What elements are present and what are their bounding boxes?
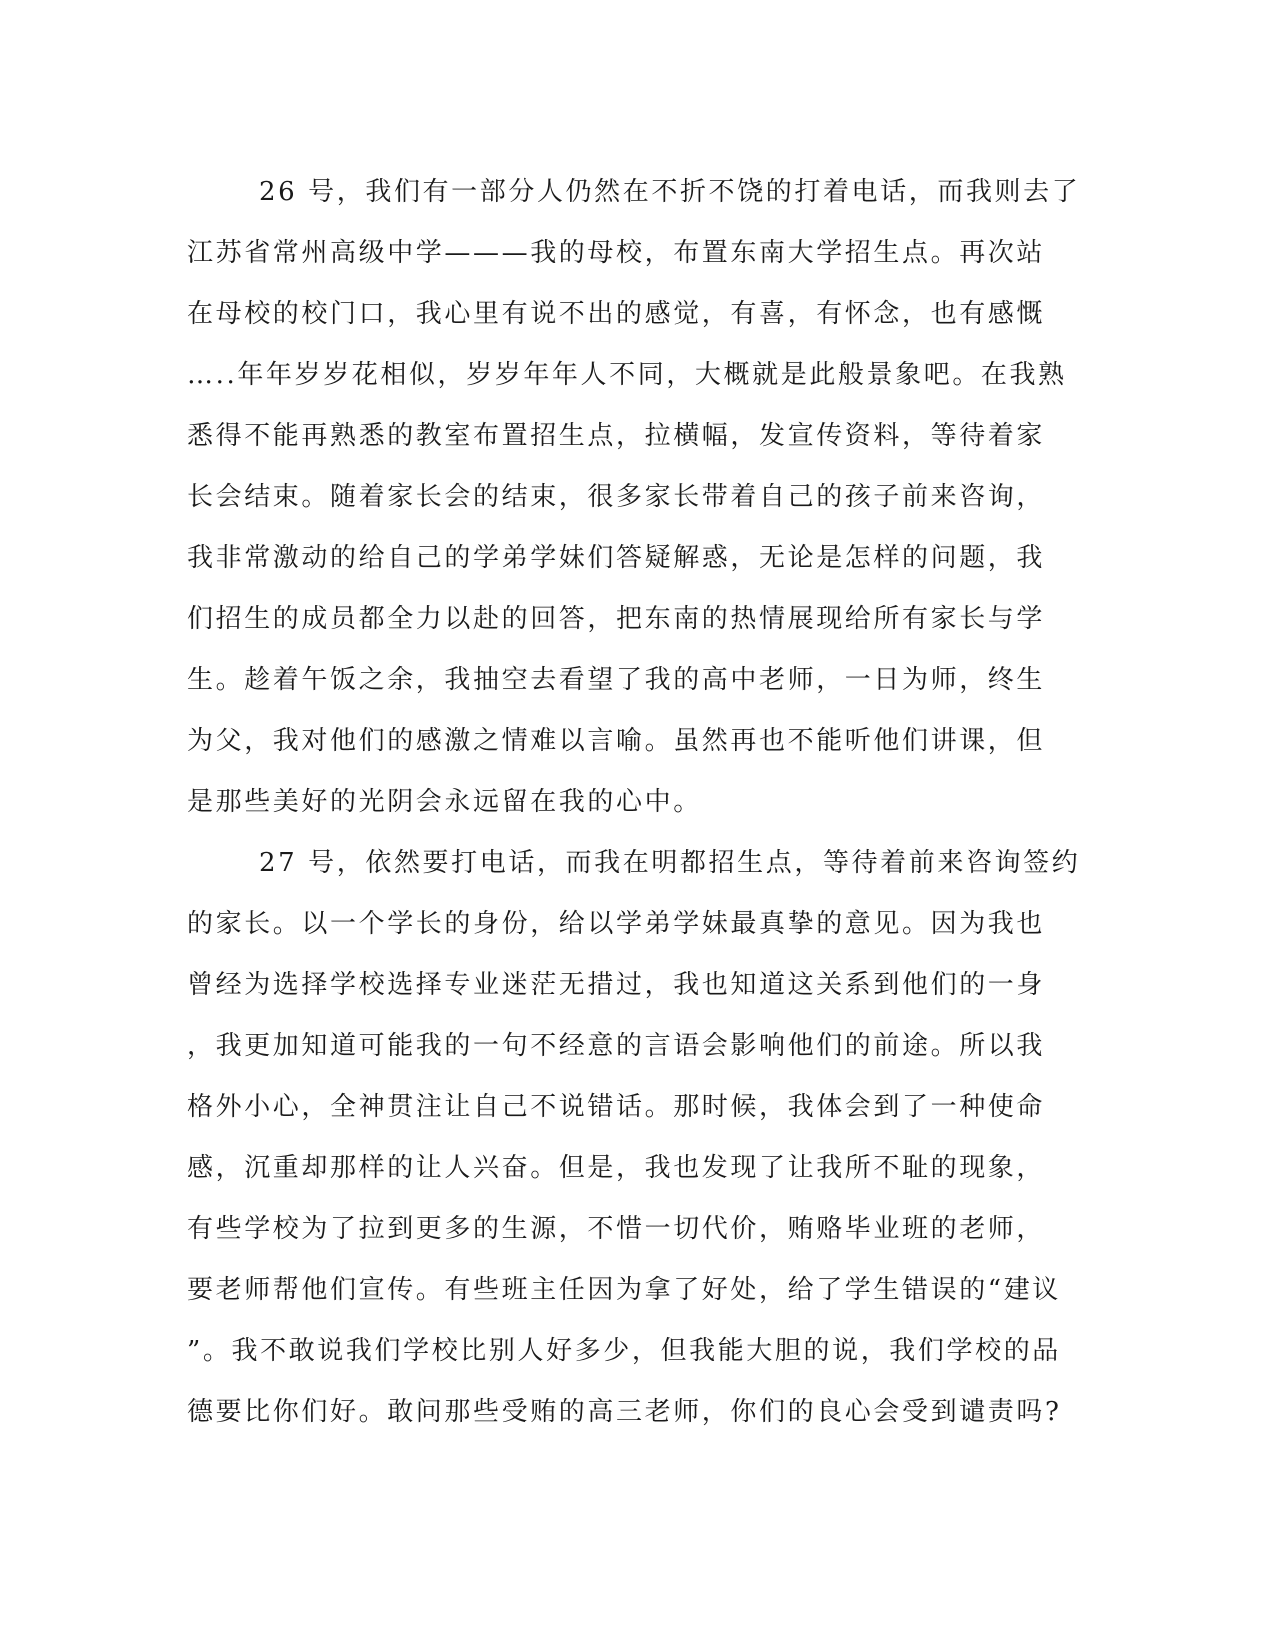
text-line: 为父，我对他们的感激之情难以言喻。虽然再也不能听他们讲课，但 [187, 726, 1046, 756]
text-line: 要老师帮他们宣传。有些班主任因为拿了好处，给了学生错误的“建议 [187, 1275, 1061, 1305]
text-line: 26 号，我们有一部分人仍然在不折不饶的打着电话，而我则去了 [259, 177, 1081, 207]
text-line: …..年年岁岁花相似，岁岁年年人不同，大概就是此般景象吧。在我熟 [187, 360, 1067, 390]
text-line: 曾经为选择学校选择专业迷茫无措过，我也知道这关系到他们的一身 [187, 970, 1046, 1000]
text-line: ，我更加知道可能我的一句不经意的言语会影响他们的前途。所以我 [187, 1031, 1046, 1061]
text-line: 们招生的成员都全力以赴的回答，把东南的热情展现给所有家长与学 [187, 604, 1046, 634]
text-line: 我非常激动的给自己的学弟学妹们答疑解惑，无论是怎样的问题，我 [187, 543, 1046, 573]
text-line: 长会结束。随着家长会的结束，很多家长带着自己的孩子前来咨询， [187, 482, 1046, 512]
text-line: 的家长。以一个学长的身份，给以学弟学妹最真挚的意见。因为我也 [187, 909, 1046, 939]
text-line: 感，沉重却那样的让人兴奋。但是，我也发现了让我所不耻的现象， [187, 1153, 1046, 1183]
document-body [187, 162, 1087, 1443]
text-line: 27 号，依然要打电话，而我在明都招生点，等待着前来咨询签约 [259, 848, 1081, 878]
text-line: 有些学校为了拉到更多的生源，不惜一切代价，贿赂毕业班的老师， [187, 1214, 1046, 1244]
text-line: 生。趁着午饭之余，我抽空去看望了我的高中老师，一日为师，终生 [187, 665, 1046, 695]
paragraph-day-26 [187, 162, 1087, 833]
text-line: 江苏省常州高级中学———我的母校，布置东南大学招生点。再次站 [187, 238, 1046, 268]
text-line: 是那些美好的光阴会永远留在我的心中。 [187, 787, 702, 817]
paragraph-day-27 [187, 833, 1087, 1443]
text-line: 悉得不能再熟悉的教室布置招生点，拉横幅，发宣传资料，等待着家 [187, 421, 1046, 451]
text-line: 在母校的校门口，我心里有说不出的感觉，有喜，有怀念，也有感慨 [187, 299, 1046, 329]
text-line: ”。我不敢说我们学校比别人好多少，但我能大胆的说，我们学校的品 [187, 1336, 1061, 1366]
text-line: 德要比你们好。敢问那些受贿的高三老师，你们的良心会受到谴责吗? [187, 1397, 1062, 1427]
text-line: 格外小心，全神贯注让自己不说错话。那时候，我体会到了一种使命 [187, 1092, 1046, 1122]
